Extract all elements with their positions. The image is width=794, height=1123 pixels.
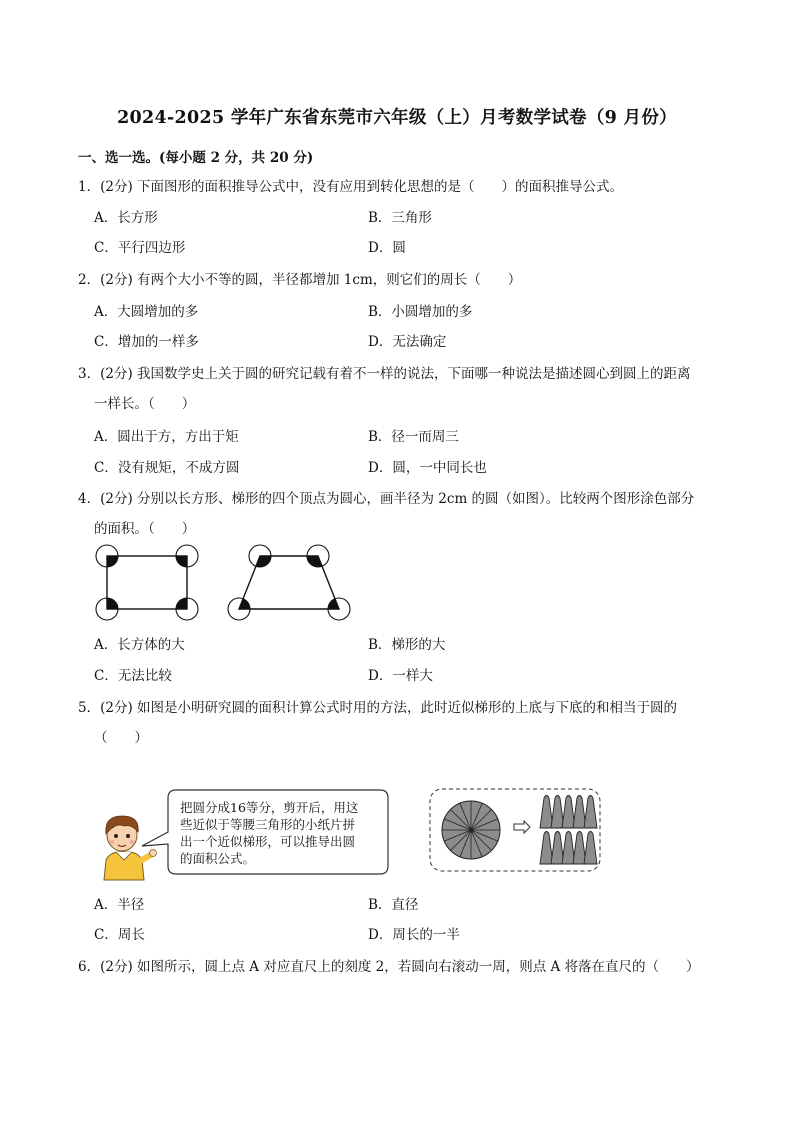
q1-option-a: A．长方形 [94,210,158,226]
q3-option-a: A．圆出于方，方出于矩 [94,429,239,445]
question-2: 2．(2分) 有两个大小不等的圆，半径都增加 1cm，则它们的周长（ ） [78,272,522,288]
q5-option-d: D．周长的一半 [368,927,460,943]
bubble-line-3: 出一个近似梯形，可以推导出圆 [180,834,356,849]
q3-option-b: B．径一而周三 [368,429,459,445]
trapezoid-pieces [540,796,597,865]
q2-option-a: A．大圆增加的多 [94,304,199,320]
rectangle-circles-figure [90,542,210,626]
bubble-line-2: 些近似于等腰三角形的小纸片拼 [180,817,356,832]
q5-option-a: A．半径 [94,897,145,913]
q2-option-b: B．小圆增加的多 [368,304,473,320]
q2-option-c: C．增加的一样多 [94,334,199,350]
question-6: 6．(2分) 如图所示，圆上点 A 对应直尺上的刻度 2，若圆向右滚动一周，则点 A 将落在直尺的（ ） [78,959,700,975]
q1-option-b: B．三角形 [368,210,432,226]
circle-to-trapezoid-figure [429,788,601,872]
sectored-circle [442,801,500,859]
question-3: 3．(2分) 我国数学史上关于圆的研究记载有着不一样的说法，下面哪一种说法是描述圆心到圆上的距离 [78,366,691,382]
question-4-cont: 的面积。（ ） [94,521,196,537]
page-title: 2024-2025 学年广东省东莞市六年级（上）月考数学试卷（9 月份） [117,108,677,128]
q4-option-b: B．梯形的大 [368,637,446,653]
q1-option-d: D．圆 [368,240,406,256]
question-5-cont: （ ） [94,730,148,746]
q4-option-a: A．长方体的大 [94,637,185,653]
q4-option-c: C．无法比较 [94,668,172,684]
bubble-line-4: 的面积公式。 [180,851,256,866]
q2-option-d: D．无法确定 [368,334,447,350]
question-4: 4．(2分) 分别以长方形、梯形的四个顶点为圆心，画半径为 2cm 的圆（如图）。比较两个图形涂色部分 [78,491,695,507]
q1-option-c: C．平行四边形 [94,240,186,256]
q4-option-d: D．一样大 [368,668,433,684]
q3-option-c: C．没有规矩，不成方圆 [94,460,240,476]
bubble-line-1: 把圆分成16等分，剪开后，用这 [180,800,359,815]
trapezoid-circles-figure [224,542,354,626]
question-5: 5．(2分) 如图是小明研究圆的面积计算公式时用的方法，此时近似梯形的上底与下底的和相当于圆的 [78,700,678,716]
arrow-icon [514,821,530,833]
section-heading: 一、选一选。(每小题 2 分，共 20 分) [78,150,314,166]
q3-option-d: D．圆，一中同长也 [368,460,487,476]
q5-option-c: C．周长 [94,927,145,943]
q5-option-b: B．直径 [368,897,419,913]
question-1: 1．(2分) 下面图形的面积推导公式中，没有应用到转化思想的是（ ）的面积推导公式。 [78,179,624,195]
question-3-cont: 一样长。（ ） [94,396,196,412]
